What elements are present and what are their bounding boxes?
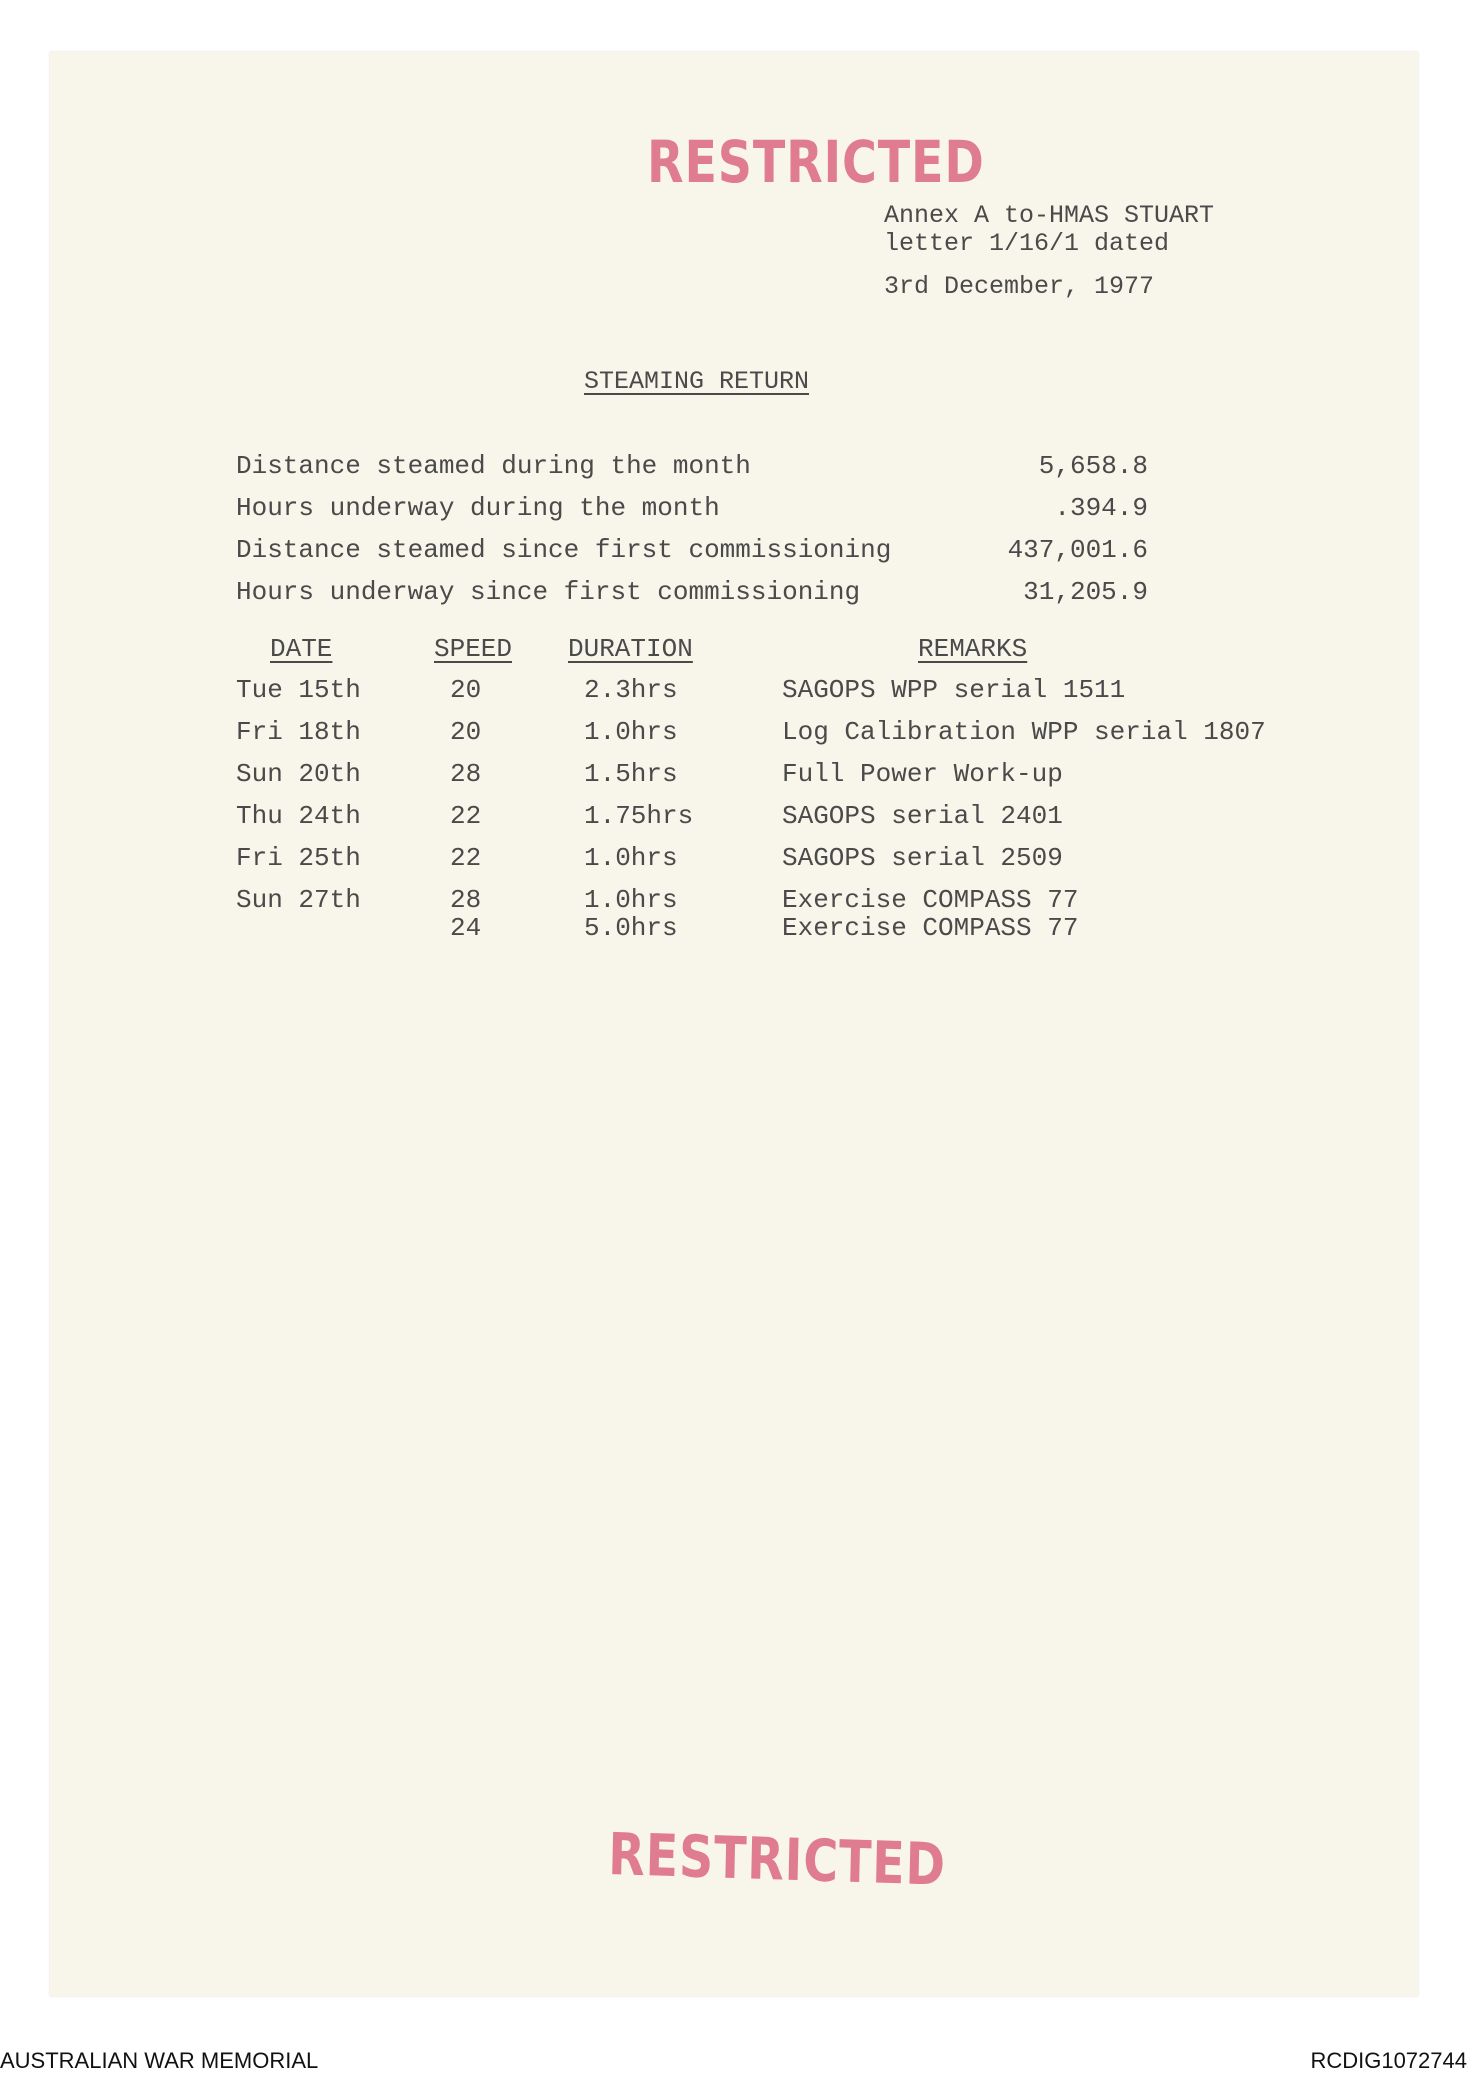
summary-value: 437,001.6 [1007,535,1148,565]
restricted-stamp-top: RESTRICTED [647,128,985,196]
cell-remarks: Log Calibration WPP serial 1807 [782,717,1266,747]
document-date: 3rd December, 1977 [884,272,1155,301]
cell-remarks: Exercise COMPASS 77 [782,885,1079,915]
column-header-speed: SPEED [434,634,513,664]
footer-record-id: RCDIG1072744 [1310,2048,1467,2073]
cell-duration: 2.3hrs [584,675,678,705]
summary-label: Distance steamed during the month [236,451,751,481]
cell-speed: 22 [450,801,482,831]
cell-speed: 24 [450,913,482,943]
summary-value: 5,658.8 [1038,451,1148,481]
footer-institution: AUSTRALIAN WAR MEMORIAL [0,2048,319,2073]
cell-date: Fri 18th [236,717,361,747]
cell-date: Sun 20th [236,759,361,789]
annex-line-2: letter 1/16/1 dated [884,229,1170,258]
column-header-date: DATE [270,634,333,664]
cell-duration: 1.0hrs [584,885,678,915]
cell-remarks: SAGOPS serial 2509 [782,843,1063,873]
cell-remarks: Exercise COMPASS 77 [782,913,1079,943]
cell-duration: 1.0hrs [584,717,678,747]
cell-speed: 28 [450,885,482,915]
cell-date: Sun 27th [236,885,361,915]
annex-line-1: Annex A to-HMAS STUART [884,201,1215,230]
cell-duration: 1.5hrs [584,759,678,789]
column-header-duration: DURATION [568,634,693,664]
cell-duration: 5.0hrs [584,913,678,943]
cell-remarks: Full Power Work-up [782,759,1063,789]
summary-label: Distance steamed since first commissioning [236,535,892,565]
cell-speed: 22 [450,843,482,873]
document-page [50,52,1418,1996]
cell-remarks: SAGOPS serial 2401 [782,801,1063,831]
cell-duration: 1.0hrs [584,843,678,873]
cell-speed: 28 [450,759,482,789]
cell-remarks: SAGOPS WPP serial 1511 [782,675,1126,705]
summary-value: 31,205.9 [1023,577,1148,607]
cell-speed: 20 [450,717,482,747]
cell-date: Fri 25th [236,843,361,873]
document-title: STEAMING RETURN [584,367,810,396]
cell-speed: 20 [450,675,482,705]
column-header-remarks: REMARKS [918,634,1028,664]
restricted-stamp-bottom: RESTRICTED [607,1820,947,1899]
cell-date: Tue 15th [236,675,361,705]
summary-label: Hours underway since first commissioning [236,577,861,607]
cell-date: Thu 24th [236,801,361,831]
summary-label: Hours underway during the month [236,493,720,523]
cell-duration: 1.75hrs [584,801,694,831]
summary-value: .394.9 [1054,493,1148,523]
